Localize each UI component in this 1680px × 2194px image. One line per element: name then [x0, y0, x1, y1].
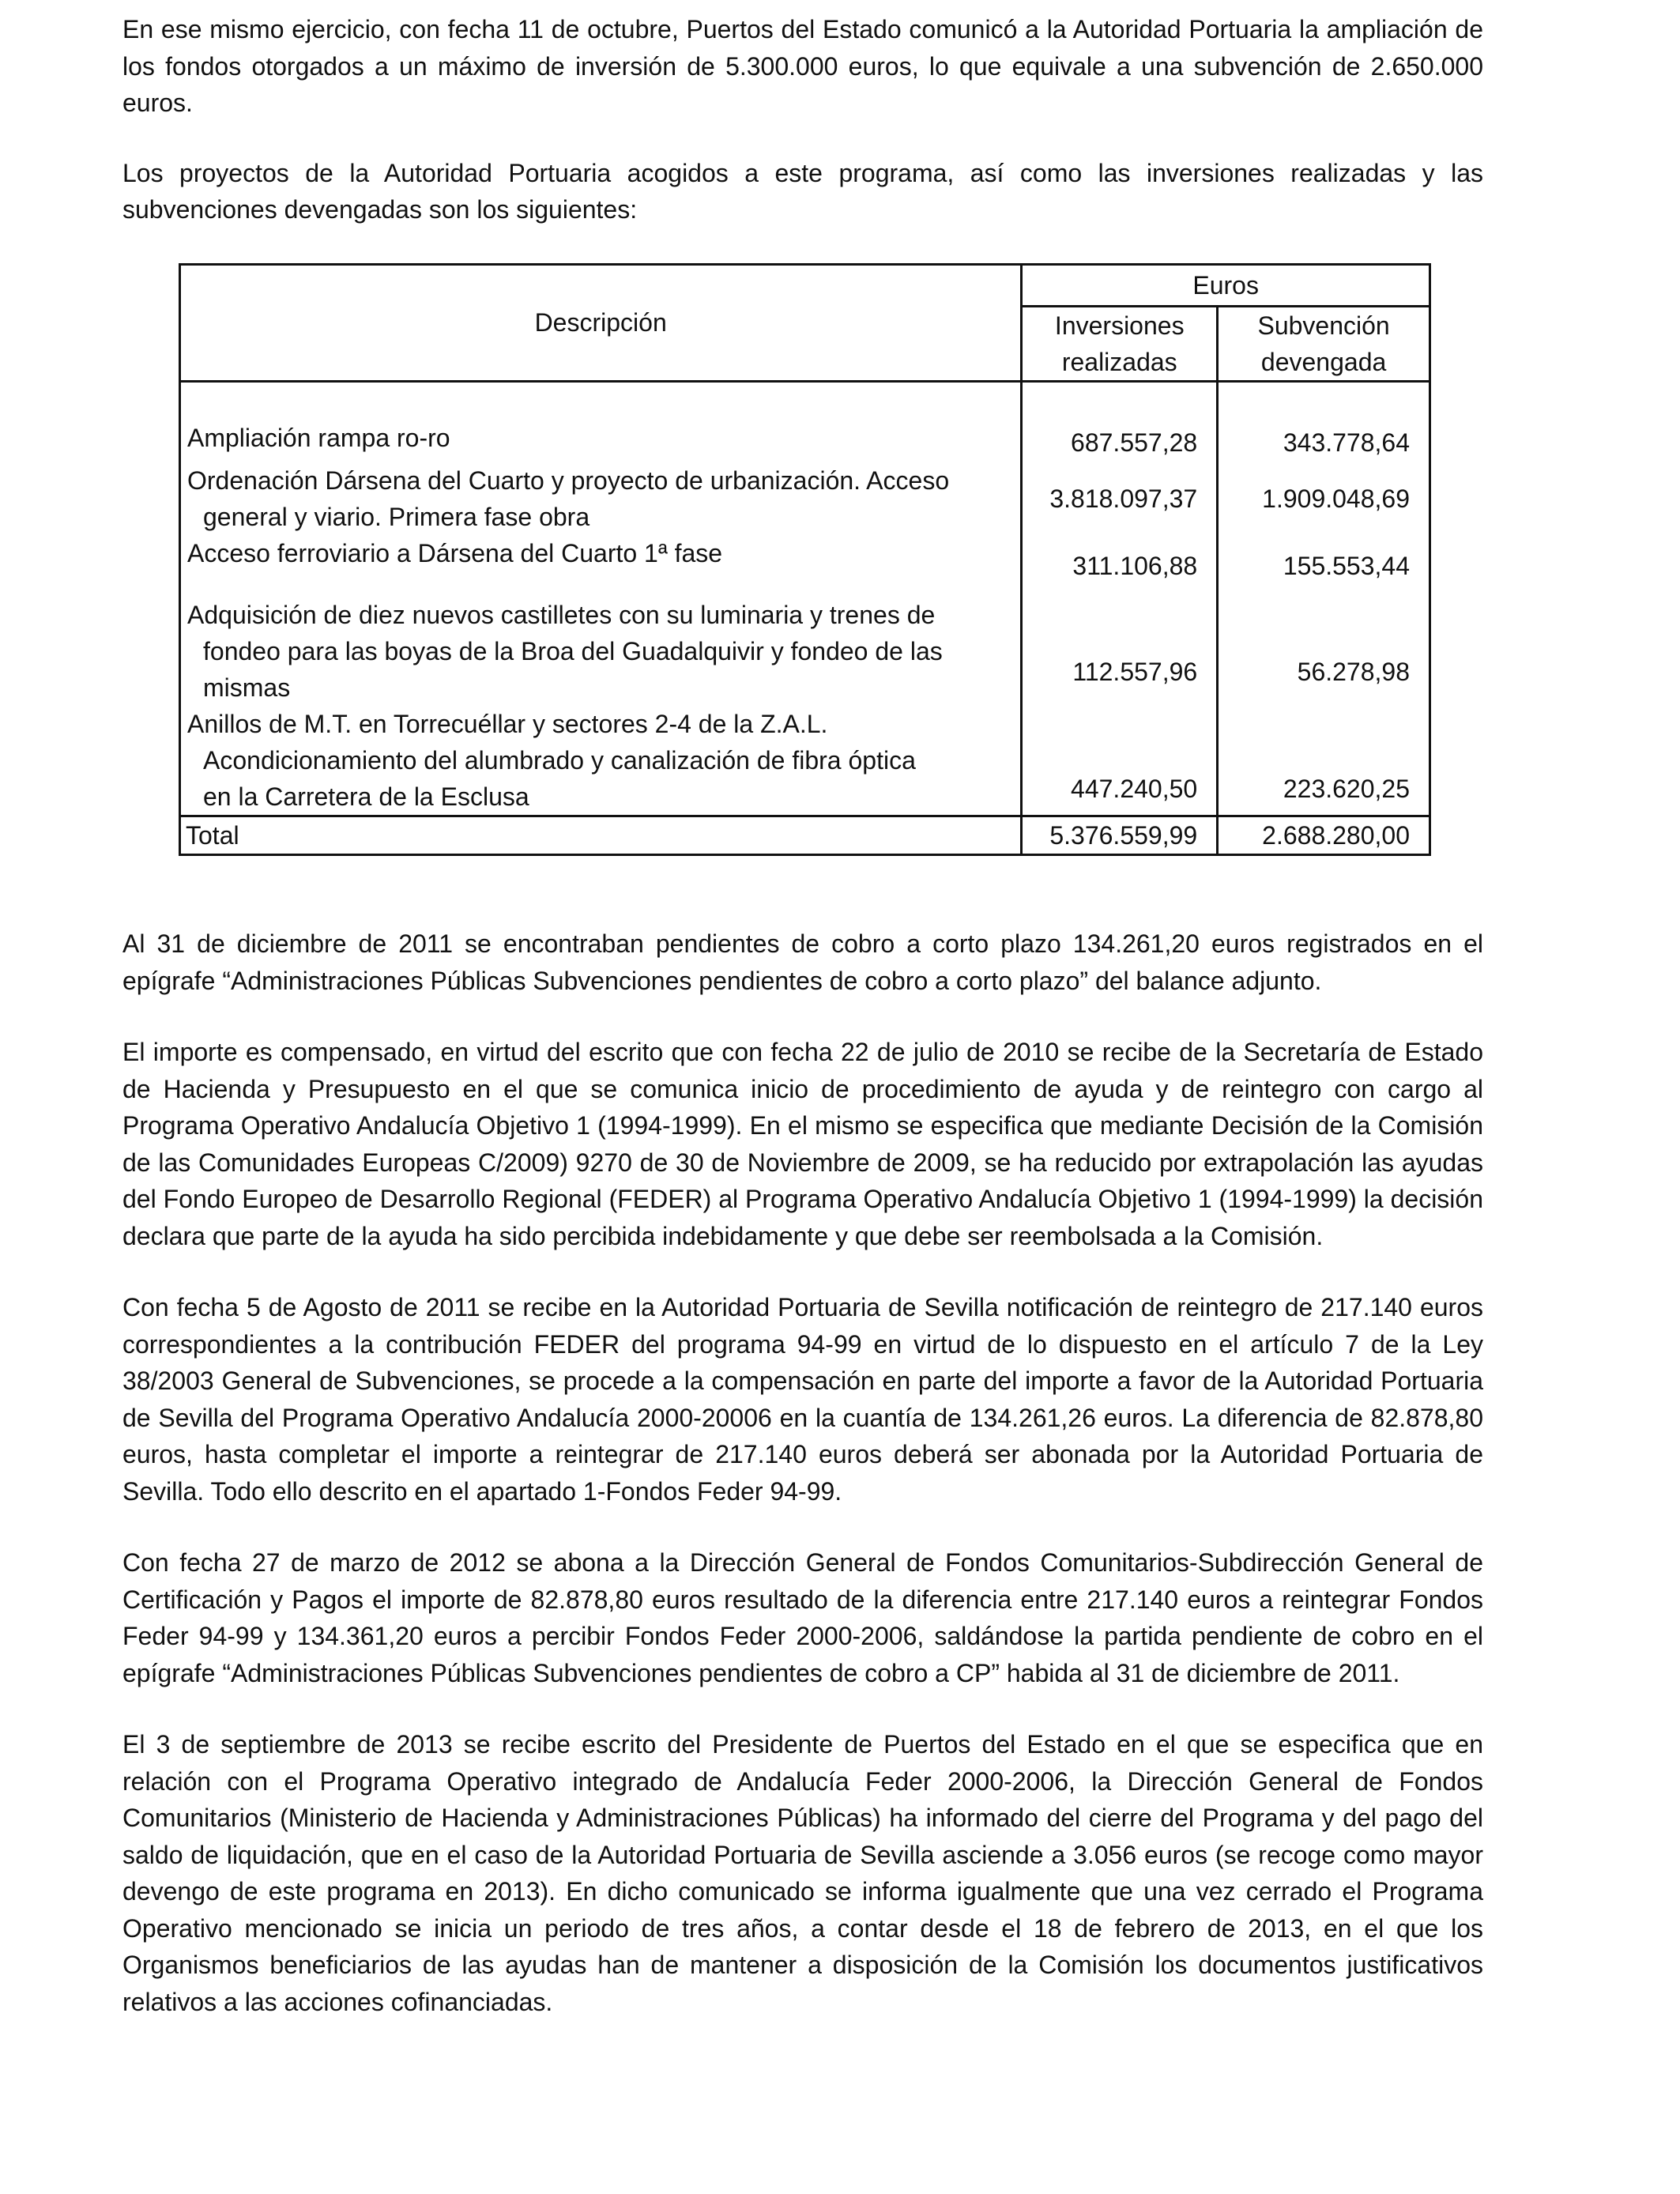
row-desc: [180, 462, 1022, 535]
total-subvencion: 2.688.280,00: [1218, 816, 1430, 854]
row-inversion: 311.106,88: [1022, 535, 1218, 584]
document-intro: [122, 11, 1483, 228]
row-desc-line2: general y viario. Primera fase obra: [203, 502, 590, 531]
row-desc-line1: Anillos de M.T. en Torrecuéllar y sectores 2-4 de la Z.A.L.: [187, 709, 828, 738]
paragraph-reintegro: Con fecha 5 de Agosto de 2011 se recibe en la Autoridad Portuaria de Sevilla notificación de reintegro de 217.140 euros correspondientes a la contribución FEDER del programa 94-99 en virtud de lo dispuesto en el artículo 7 de la Ley 38/2003 General de Subvenciones, se procede a la compensación en parte del importe a favor de la Autoridad Portuaria de Sevilla del Programa Operativo Andalucía 2000-20006 en la cuantía de 134.261,26 euros. La diferencia de 82.878,80 euros, hasta completar el importe a reintegrar de 217.140 euros deberá ser abonada por la Autoridad Portuaria de Sevilla. Todo ello descrito en el apartado 1-Fondos Feder 94-99.: [122, 1293, 1483, 1506]
total-label: Total: [180, 816, 1022, 854]
row-inversion: 112.557,96: [1022, 584, 1218, 706]
table-row: [180, 535, 1430, 584]
row-subvencion: 155.553,44: [1218, 535, 1430, 584]
row-desc-line2: fondeo para las boyas de la Broa del Guadalquivir y fondeo de las: [203, 636, 943, 665]
header-euros: Euros: [1022, 265, 1430, 307]
paragraph-pending-collection: Al 31 de diciembre de 2011 se encontraban pendientes de cobro a corto plazo 134.261,20 euros registrados en el epígrafe “Administraciones Públicas Subvenciones pendientes de cobro a corto plazo” del balance adjunto.: [122, 929, 1483, 995]
row-desc: [180, 382, 1022, 462]
row-subvencion: 1.909.048,69: [1218, 462, 1430, 535]
header-inversiones-line2: realizadas: [1061, 348, 1177, 376]
row-desc-line3: mismas: [203, 673, 291, 702]
table-row: [180, 462, 1430, 535]
row-inversion: 687.557,28: [1022, 382, 1218, 462]
total-inversion: 5.376.559,99: [1022, 816, 1218, 854]
header-inversiones-line1: Inversiones: [1054, 311, 1185, 340]
header-descripcion: Descripción: [180, 265, 1022, 382]
row-subvencion: 223.620,25: [1218, 706, 1430, 816]
row-desc-line1: Adquisición de diez nuevos castilletes con su luminaria y trenes de: [187, 600, 936, 629]
header-subvencion: [1218, 307, 1430, 382]
document-body: [122, 925, 1483, 2020]
row-inversion: 3.818.097,37: [1022, 462, 1218, 535]
row-desc-line1: Ordenación Dársena del Cuarto y proyecto de urbanización. Acceso: [187, 466, 950, 495]
row-subvencion: 343.778,64: [1218, 382, 1430, 462]
row-desc-line2: Acondicionamiento del alumbrado y canalización de fibra óptica: [203, 745, 916, 775]
row-desc: [180, 706, 1022, 816]
row-desc-line3: en la Carretera de la Esclusa: [203, 782, 529, 811]
row-subvencion: 56.278,98: [1218, 584, 1430, 706]
header-inversiones: [1022, 307, 1218, 382]
paragraph-cierre-programa: El 3 de septiembre de 2013 se recibe escrito del Presidente de Puertos del Estado en el que se especifica que en relación con el Programa Operativo integrado de Andalucía Feder 2000-2006, la Dirección General de Fondos Comunitarios (Ministerio de Hacienda y Administraciones Públicas) ha informado del cierre del Programa y del pago del saldo de liquidación, que en el caso de la Autoridad Portuaria de Sevilla asciende a 3.056 euros (se recoge como mayor devengo de este programa en 2013). En dicho comunicado se informa igualmente que una vez cerrado el Programa Operativo mencionado se inicia un periodo de tres años, a contar desde el 18 de febrero de 2013, en el que los Organismos beneficiarios de las ayudas han de mantener a disposición de la Comisión los documentos justificativos relativos a las acciones cofinanciadas.: [122, 1730, 1483, 2016]
row-inversion: 447.240,50: [1022, 706, 1218, 816]
header-subvencion-line1: Subvención: [1257, 311, 1390, 340]
table-row: [180, 584, 1430, 706]
row-desc-line1: Acceso ferroviario a Dársena del Cuarto 1ª fase: [187, 538, 723, 567]
table-header-row: [180, 265, 1430, 307]
table-row: [180, 382, 1430, 462]
paragraph-intro-2: Los proyectos de la Autoridad Portuaria acogidos a este programa, así como las inversiones realizadas y las subvenciones devengadas son los siguientes:: [122, 158, 1483, 224]
paragraph-abono: Con fecha 27 de marzo de 2012 se abona a la Dirección General de Fondos Comunitarios-Subdirección General de Certificación y Pagos el importe de 82.878,80 euros resultado de la diferencia entre 217.140 euros a reintegrar Fondos Feder 94-99 y 134.361,20 euros a percibir Fondos Feder 2000-2006, saldándose la partida pendiente de cobro en el epígrafe “Administraciones Públicas Subvenciones pendientes de cobro a CP” habida al 31 de diciembre de 2011.: [122, 1548, 1483, 1687]
row-desc: [180, 584, 1022, 706]
investments-table: [179, 263, 1431, 856]
table-total-row: [180, 816, 1430, 854]
row-desc: [180, 535, 1022, 584]
paragraph-compensation: El importe es compensado, en virtud del escrito que con fecha 22 de julio de 2010 se recibe de la Secretaría de Estado de Hacienda y Presupuesto en el que se comunica inicio de procedimiento de ayuda y de reintegro con cargo al Programa Operativo Andalucía Objetivo 1 (1994-1999). En el mismo se especifica que mediante Decisión de la Comisión de las Comunidades Europeas C/2009) 9270 de 30 de Noviembre de 2009, se ha reducido por extrapolación las ayudas del Fondo Europeo de Desarrollo Regional (FEDER) al Programa Operativo Andalucía Objetivo 1 (1994-1999) la decisión declara que parte de la ayuda ha sido percibida indebidamente y que debe ser reembolsada a la Comisión.: [122, 1038, 1483, 1250]
table-row: [180, 706, 1430, 816]
header-subvencion-line2: devengada: [1260, 348, 1387, 376]
paragraph-intro-1: En ese mismo ejercicio, con fecha 11 de octubre, Puertos del Estado comunicó a la Autoridad Portuaria la ampliación de los fondos otorgados a un máximo de inversión de 5.300.000 euros, lo que equivale a una subvención de 2.650.000 euros.: [122, 15, 1483, 117]
row-desc-line1: Ampliación rampa ro-ro: [187, 423, 450, 452]
